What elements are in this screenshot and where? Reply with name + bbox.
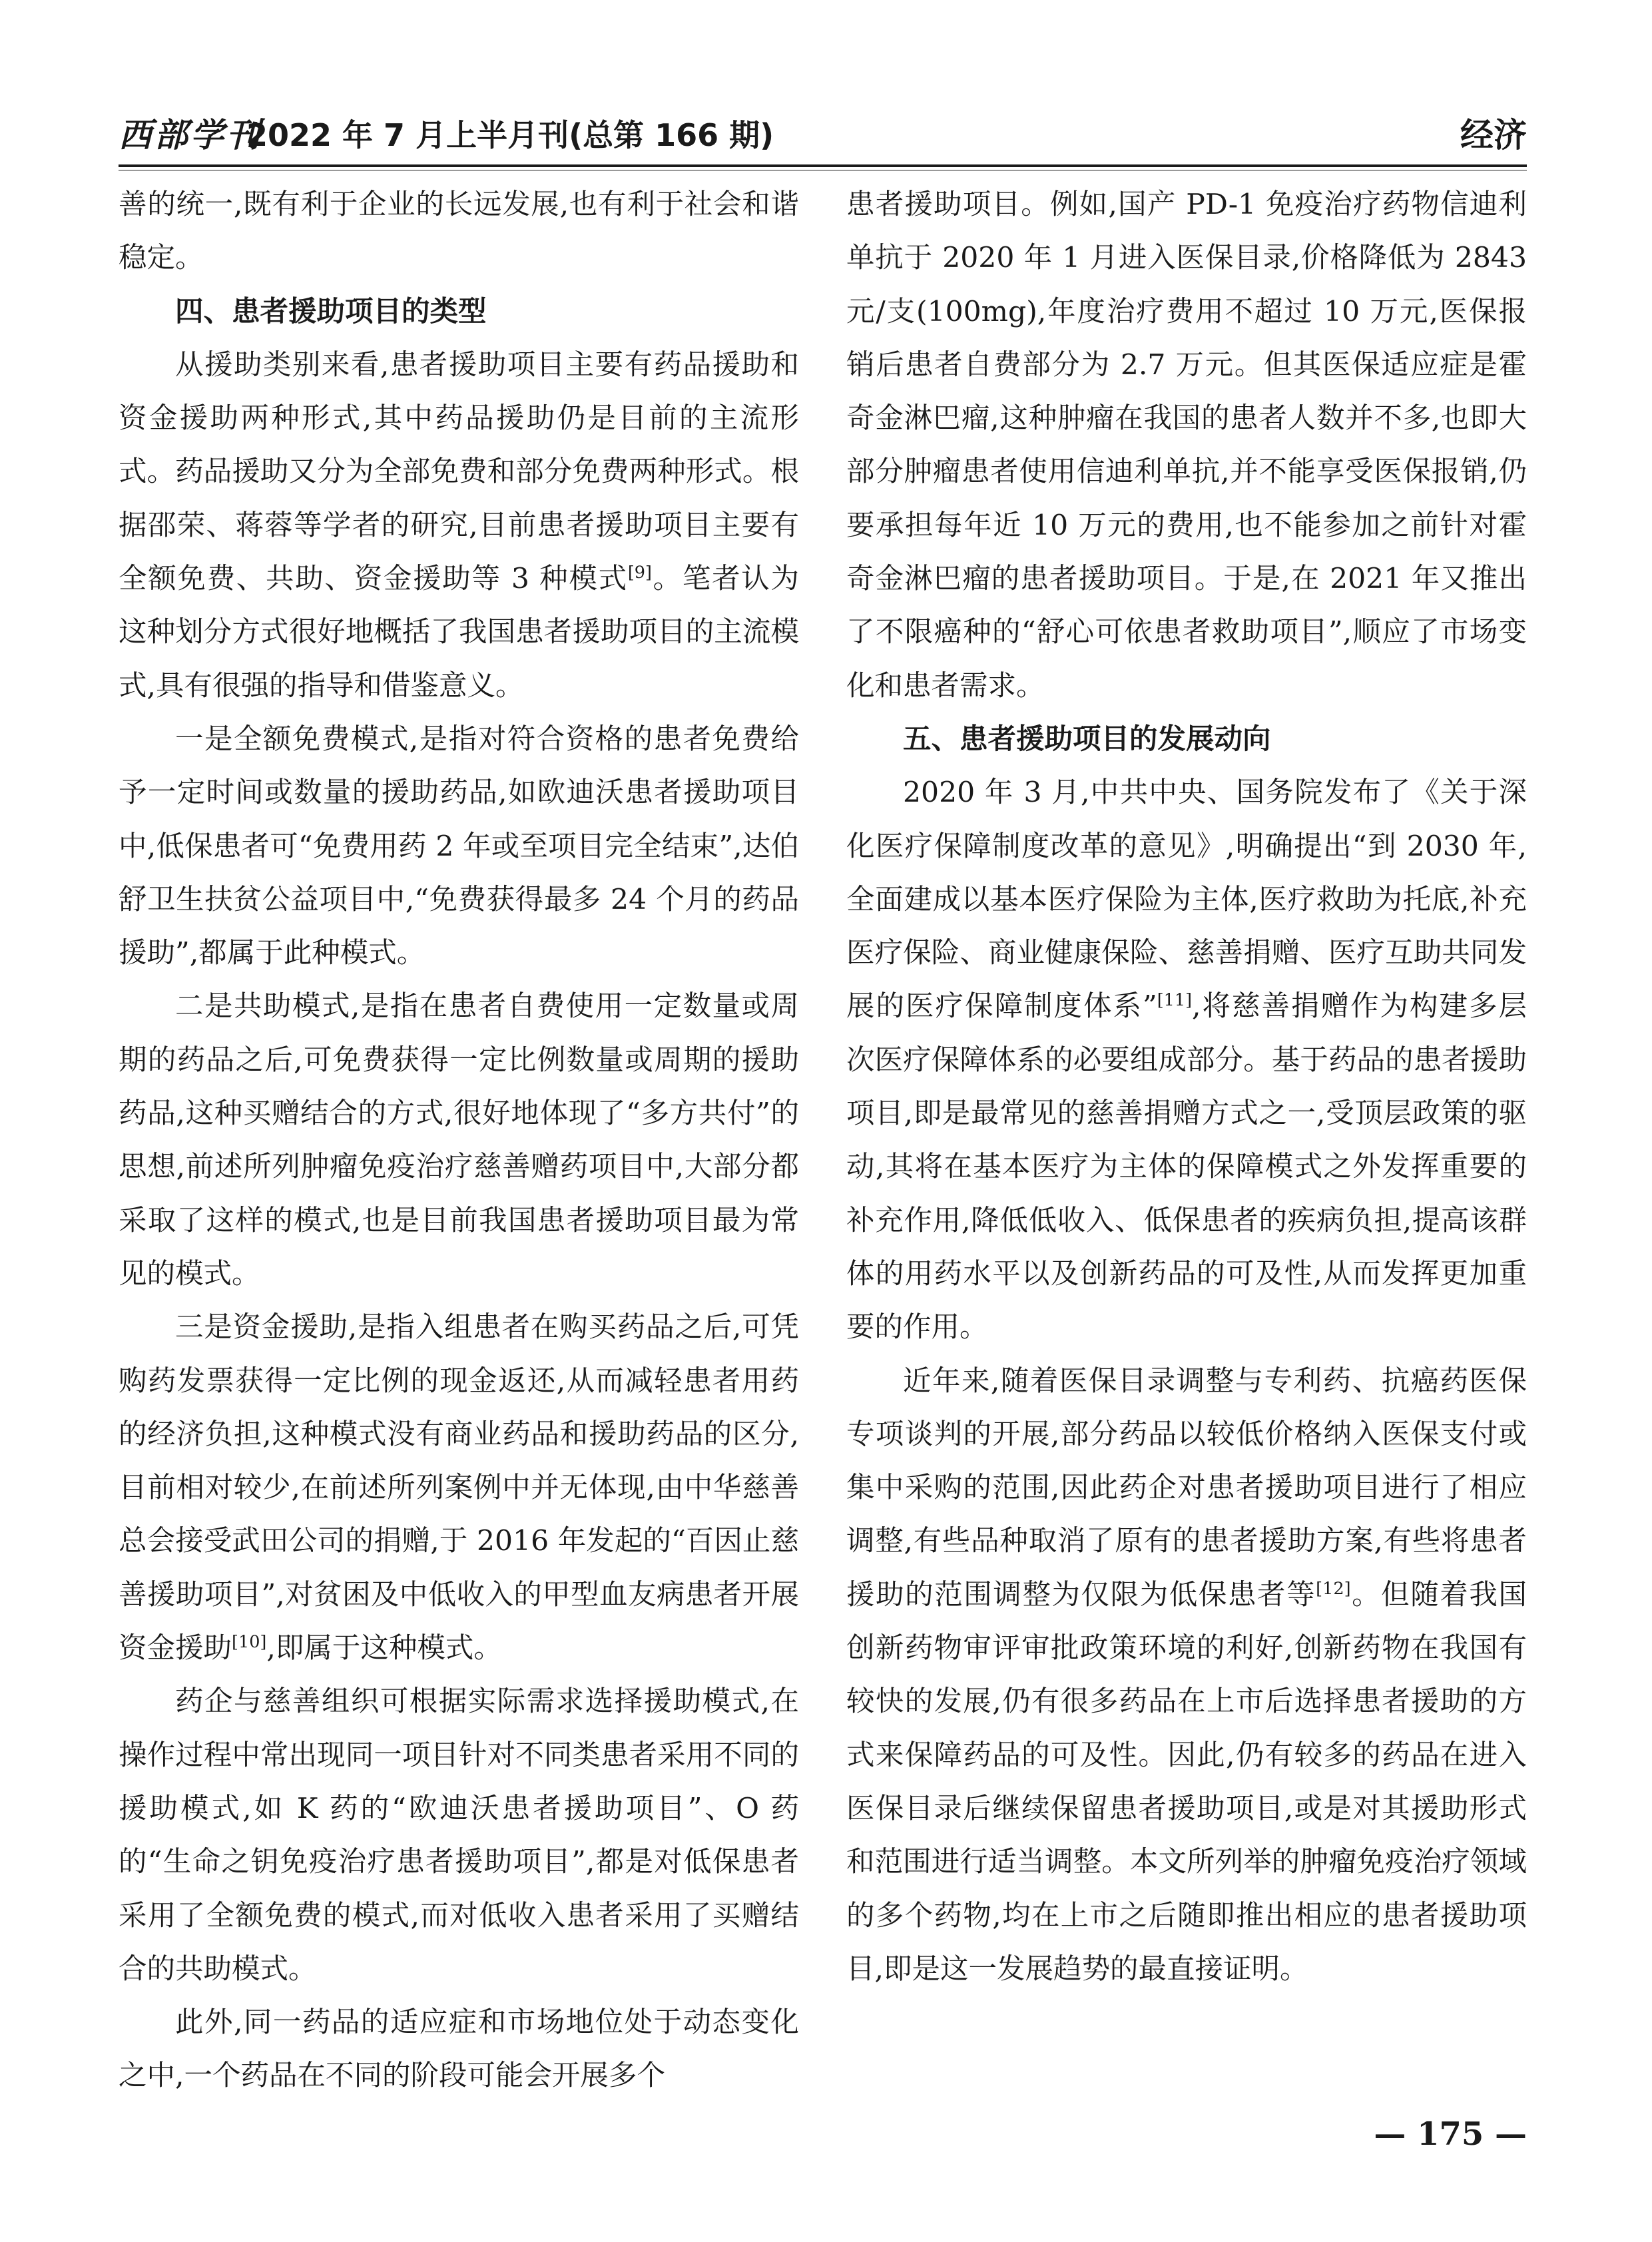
- text-run: 。笔者认为这种划分方式很好地概括了我国患者援助项目的主流模式,具有很强的指导和借鉴意义。: [119, 563, 799, 702]
- paragraph: 患者援助项目。例如,国产 PD-1 免疫治疗药物信迪利单抗于 2020 年 1 月进入医保目录,价格降低为 2843 元/支(100mg),年度治疗费用不超过 10 万元,医保报销后患者自费部分为 2.7 万元。但其医保适应症是霍奇金淋巴瘤,这种肿瘤在我国的患者人数并不多,也即大部分肿瘤患者使用信迪利单抗,并不能享受医保报销,仍要承担每年近 10 万元的费用,也不能参加之前针对霍奇金淋巴瘤的患者援助项目。于是,在 2021 年又推出了不限癌种的“舒心可依患者救助项目”,顺应了市场变化和患者需求。: [846, 188, 1527, 702]
- paragraph: 二是共助模式,是指在患者自费使用一定数量或周期的药品之后,可免费获得一定比例数量或周期的援助药品,这种买赠结合的方式,很好地体现了“多方共付”的思想,前述所列肿瘤免疫治疗慈善赠药项目中,大部分都采取了这样的模式,也是目前我国患者援助项目最为常见的模式。: [119, 990, 799, 1290]
- section-label: 经济: [1460, 116, 1527, 154]
- paragraph: [846, 766, 1527, 1354]
- running-header: [119, 112, 1527, 158]
- journal-logo: 西部学刊: [119, 115, 262, 154]
- paragraph: [846, 1355, 1527, 1997]
- text-run: ,即属于这种模式。: [266, 1632, 502, 1665]
- text-run: 2020 年 3 月,中共中央、国务院发布了《关于深化医疗保障制度改革的意见》,明确提出“到 2030 年,全面建成以基本医疗保险为主体,医疗救助为托底,补充医疗保险、商业健康保险、慈善捐赠、医疗互助共同发展的医疗保障制度体系”: [846, 776, 1527, 1023]
- paragraph: 一是全额免费模式,是指对符合资格的患者免费给予一定时间或数量的援助药品,如欧迪沃患者援助项目中,低保患者可“免费用药 2 年或至项目完全结束”,达伯舒卫生扶贫公益项目中,“免费获得最多 24 个月的药品援助”,都属于此种模式。: [119, 722, 799, 970]
- page-number: — 175 —: [1374, 2115, 1527, 2153]
- text-run: ,将慈善捐赠作为构建多层次医疗保障体系的必要组成部分。基于药品的患者援助项目,即是最常见的慈善捐赠方式之一,受顶层政策的驱动,其将在基本医疗为主体的保障模式之外发挥重要的补充作用,降低低收入、低保患者的疾病负担,提高该群体的用药水平以及创新药品的可及性,从而发挥更加重要的作用。: [846, 990, 1527, 1344]
- citation-9: [9]: [627, 562, 652, 583]
- paragraph: [119, 339, 799, 713]
- section-heading-4: 四、患者援助项目的类型: [175, 295, 487, 328]
- citation-10: [10]: [232, 1631, 267, 1652]
- paragraph: 药企与慈善组织可根据实际需求选择援助模式,在操作过程中常出现同一项目针对不同类患者采用不同的援助模式,如 K 药的“欧迪沃患者援助项目”、O 药的“生命之钥免疫治疗患者援助项目”,都是对低保患者采用了全额免费的模式,而对低收入患者采用了买赠结合的共助模式。: [119, 1685, 799, 1986]
- text-run: 近年来,随着医保目录调整与专利药、抗癌药医保专项谈判的开展,部分药品以较低价格纳入医保支付或集中采购的范围,因此药企对患者援助项目进行了相应调整,有些品种取消了原有的患者援助方案,有些将患者援助的范围调整为仅限为低保患者等: [846, 1364, 1527, 1611]
- paragraph: 善的统一,既有利于企业的长远发展,也有利于社会和谐稳定。: [119, 188, 799, 275]
- citation-11: [11]: [1157, 990, 1193, 1011]
- paragraph: [119, 1301, 799, 1675]
- paragraph: 此外,同一药品的适应症和市场地位处于动态变化之中,一个药品在不同的阶段可能会开展多个: [119, 2006, 799, 2093]
- text-run: 。但随着我国创新药物审评审批政策环境的利好,创新药物在我国有较快的发展,仍有很多药品在上市后选择患者援助的方式来保障药品的可及性。因此,仍有较多的药品在进入医保目录后继续保留患者援助项目,或是对其援助形式和范围进行适当调整。本文所列举的肿瘤免疫治疗领域的多个药物,均在上市之后随即推出相应的患者援助项目,即是这一发展趋势的最直接证明。: [846, 1578, 1527, 1986]
- header-rule: [119, 164, 1527, 170]
- text-run: 从援助类别来看,患者援助项目主要有药品援助和资金援助两种形式,其中药品援助仍是目前的主流形式。药品援助又分为全部免费和部分免费两种形式。根据邵荣、蒋蓉等学者的研究,目前患者援助项目主要有全额免费、共助、资金援助等 3 种模式: [119, 348, 799, 596]
- right-column: [846, 178, 1527, 1996]
- citation-12: [12]: [1316, 1578, 1351, 1599]
- left-column: [119, 178, 799, 2103]
- text-run: 三是资金援助,是指入组患者在购买药品之后,可凭购药发票获得一定比例的现金返还,从而减轻患者用药的经济负担,这种模式没有商业药品和援助药品的区分,目前相对较少,在前述所列案例中并无体现,由中华慈善总会接受武田公司的捐赠,于 2016 年发起的“百因止慈善援助项目”,对贫困及中低收入的甲型血友病患者开展资金援助: [119, 1311, 799, 1665]
- issue-info: 2022 年 7 月上半月刊(总第 166 期): [246, 117, 774, 153]
- section-heading-5: 五、患者援助项目的发展动向: [903, 722, 1271, 756]
